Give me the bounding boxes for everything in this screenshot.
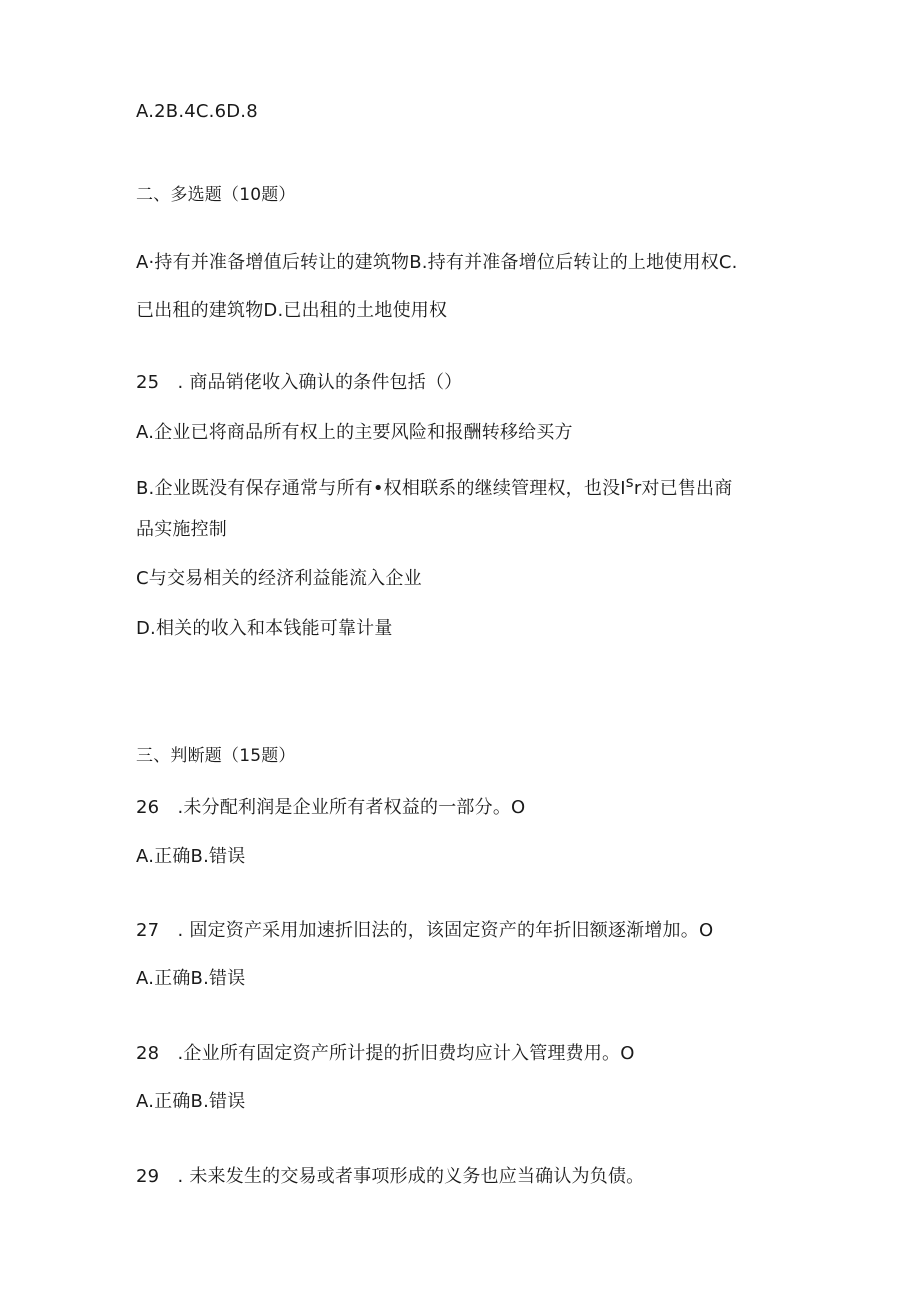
question-28: 28 .企业所有固定资产所计提的折旧费均应计入管理费用。O bbox=[136, 1043, 635, 1064]
option-d: D.相关的收入和本钱能可靠计量 bbox=[136, 618, 393, 639]
question-27: 27 . 固定资产采用加速折旧法的，该固定资产的年折旧额逐渐增加。O bbox=[136, 920, 714, 941]
option-line: 已出租的建筑物D.已出租的土地使用权 bbox=[136, 300, 448, 321]
section-heading-true-false: 三、判断题（15题） bbox=[136, 746, 296, 766]
answer-options-26: A.正确B.错误 bbox=[136, 846, 246, 867]
section-heading-multiple-choice: 二、多选题（10题） bbox=[136, 185, 296, 205]
option-c: C与交易相关的经济利益能流入企业 bbox=[136, 568, 422, 589]
question-26: 26 .未分配利润是企业所有者权益的一部分。O bbox=[136, 797, 526, 818]
question-25: 25 . 商品销佬收入确认的条件包括（） bbox=[136, 372, 463, 393]
question-29: 29 . 未来发生的交易或者事项形成的义务也应当确认为负债。 bbox=[136, 1166, 645, 1187]
option-b-continued: 品实施控制 bbox=[136, 519, 227, 540]
answer-options-line: A.2B.4C.6D.8 bbox=[136, 101, 258, 122]
option-line: A·持有并准备增值后转让的建筑物B.持有并准备增位后转让的上地使用权C. bbox=[136, 252, 738, 273]
option-a: A.企业已将商品所有权上的主要风险和报酬转移给买方 bbox=[136, 422, 573, 443]
answer-options-28: A.正确B.错误 bbox=[136, 1091, 246, 1112]
answer-options-27: A.正确B.错误 bbox=[136, 968, 246, 989]
option-b: B.企业既没有保存通常与所有•权相联系的继续管理权，也没$I^sr$对已售出商 bbox=[136, 473, 733, 499]
